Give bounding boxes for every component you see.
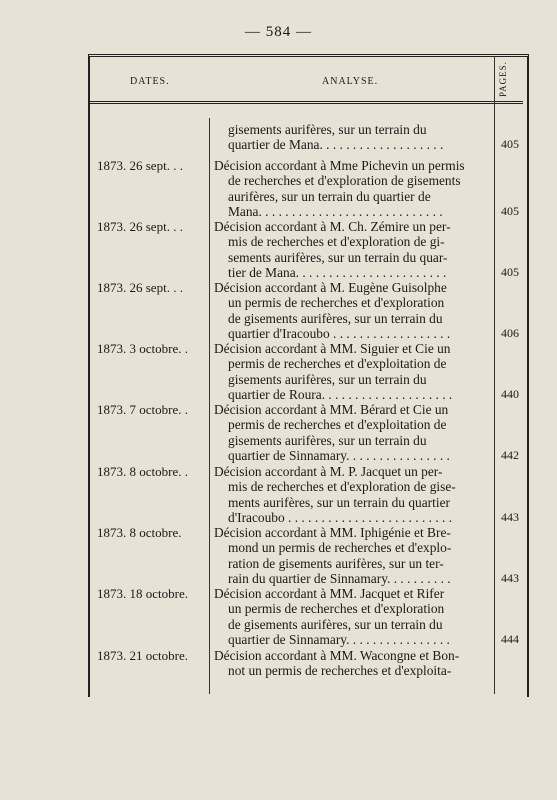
- analysis-line: permis de recherches et d'exploitation de: [228, 417, 447, 433]
- analysis-line: gisements aurifères, sur un terrain du: [228, 432, 427, 448]
- entry-page: 442: [501, 447, 519, 462]
- entry-date: 1873. 26 sept. . .: [97, 219, 183, 234]
- entry-page: 405: [501, 137, 519, 152]
- analysis-line: mis de recherches et d'exploration de gi-: [228, 234, 445, 250]
- analysis-line: Décision accordant à MM. Siguier et Cie un: [214, 341, 451, 356]
- entry-date: 1873. 26 sept. . .: [97, 280, 183, 295]
- column-divider-dates: [209, 118, 210, 694]
- entry-page: 405: [501, 264, 519, 279]
- analysis-line: sements aurifères, sur un terrain du quar-: [228, 249, 448, 265]
- analysis-line: not un permis de recherches et d'exploita-: [228, 663, 452, 679]
- entry-analysis: [214, 525, 492, 586]
- entry-analysis: [214, 464, 492, 525]
- entry-analysis: [214, 341, 492, 402]
- entry-analysis: [214, 158, 492, 219]
- analysis-line: Mana. . . . . . . . . . . . . . . . . . . . . . . . . . . .: [228, 203, 443, 219]
- entry-page: 444: [501, 631, 519, 646]
- column-divider-pages: [494, 56, 495, 694]
- page-number: — 584 —: [245, 24, 312, 40]
- entry-date: 1873. 21 octobre.: [97, 648, 188, 663]
- entry-date: 1873. 3 octobre. .: [97, 341, 188, 356]
- entry-analysis: [214, 648, 492, 679]
- header-pages: PAGES.: [498, 61, 508, 97]
- analysis-line: gisements aurifères, sur un terrain du: [228, 371, 427, 387]
- analysis-line: Décision accordant à M. P. Jacquet un per-: [214, 464, 443, 479]
- analysis-line: Décision accordant à MM. Iphigénie et Bre-: [214, 525, 451, 540]
- analysis-line: quartier de Sinnamary. . . . . . . . . . . . . . . .: [228, 447, 450, 463]
- entry-analysis: [214, 280, 492, 341]
- analysis-line: mis de recherches et d'exploration de gise-: [228, 479, 456, 495]
- entry-page: 440: [501, 386, 519, 401]
- analysis-line: gisements aurifères, sur un terrain du: [228, 122, 427, 137]
- analysis-line: aurifères, sur un terrain du quartier de: [228, 188, 431, 204]
- entry-page: 406: [501, 325, 519, 340]
- entry-date: 1873. 8 octobre.: [97, 525, 182, 540]
- analysis-line: tier de Mana. . . . . . . . . . . . . . . . . . . . . . .: [228, 264, 447, 280]
- analysis-line: Décision accordant à M. Ch. Zémire un per-: [214, 219, 451, 234]
- analysis-line: Décision accordant à MM. Jacquet et Rifer: [214, 586, 445, 601]
- analysis-line: quartier de Mana. . . . . . . . . . . . . . . . . . .: [228, 137, 444, 153]
- header-rule: [90, 101, 523, 104]
- analysis-line: quartier de Roura. . . . . . . . . . . . . . . . . . . .: [228, 386, 453, 402]
- analysis-line: un permis de recherches et d'exploration: [228, 601, 445, 617]
- entry-analysis: [214, 219, 492, 280]
- analysis-line: Décision accordant à Mme Pichevin un permis: [214, 158, 465, 173]
- entry-date: 1873. 8 octobre. .: [97, 464, 188, 479]
- analysis-line: quartier d'Iracoubo . . . . . . . . . . . . . . . . . .: [228, 325, 451, 341]
- entry-page: 405: [501, 203, 519, 218]
- entry-page: 443: [501, 509, 519, 524]
- analysis-line: quartier de Sinnamary. . . . . . . . . . . . . . . .: [228, 631, 450, 647]
- entry-date: 1873. 18 octobre.: [97, 586, 188, 601]
- entry-analysis: [214, 122, 492, 153]
- analysis-line: Décision accordant à MM. Bérard et Cie un: [214, 402, 449, 417]
- analysis-line: mond un permis de recherches et d'explo-: [228, 540, 452, 556]
- analysis-line: ration de gisements aurifères, sur un ter-: [228, 555, 444, 571]
- analysis-line: Décision accordant à MM. Wacongne et Bon-: [214, 648, 460, 663]
- analysis-line: de gisements aurifères, sur un terrain du: [228, 616, 443, 632]
- entry-page: 443: [501, 570, 519, 585]
- analysis-line: Décision accordant à M. Eugène Guisolphe: [214, 280, 447, 295]
- analysis-line: un permis de recherches et d'exploration: [228, 295, 445, 311]
- analysis-line: rain du quartier de Sinnamary. . . . . . . . . .: [228, 570, 451, 586]
- header-dates: DATES.: [130, 76, 170, 87]
- analysis-line: d'Iracoubo . . . . . . . . . . . . . . . . . . . . . . . . .: [228, 509, 453, 525]
- entry-analysis: [214, 402, 492, 463]
- entry-analysis: [214, 586, 492, 647]
- analysis-line: ments aurifères, sur un terrain du quartier: [228, 494, 450, 510]
- entry-date: 1873. 26 sept. . .: [97, 158, 183, 173]
- header-analyse: ANALYSE.: [322, 76, 379, 87]
- analysis-line: permis de recherches et d'exploitation de: [228, 356, 447, 372]
- entry-date: 1873. 7 octobre. .: [97, 402, 188, 417]
- analysis-line: de recherches et d'exploration de gisements: [228, 173, 461, 189]
- analysis-line: de gisements aurifères, sur un terrain du: [228, 310, 443, 326]
